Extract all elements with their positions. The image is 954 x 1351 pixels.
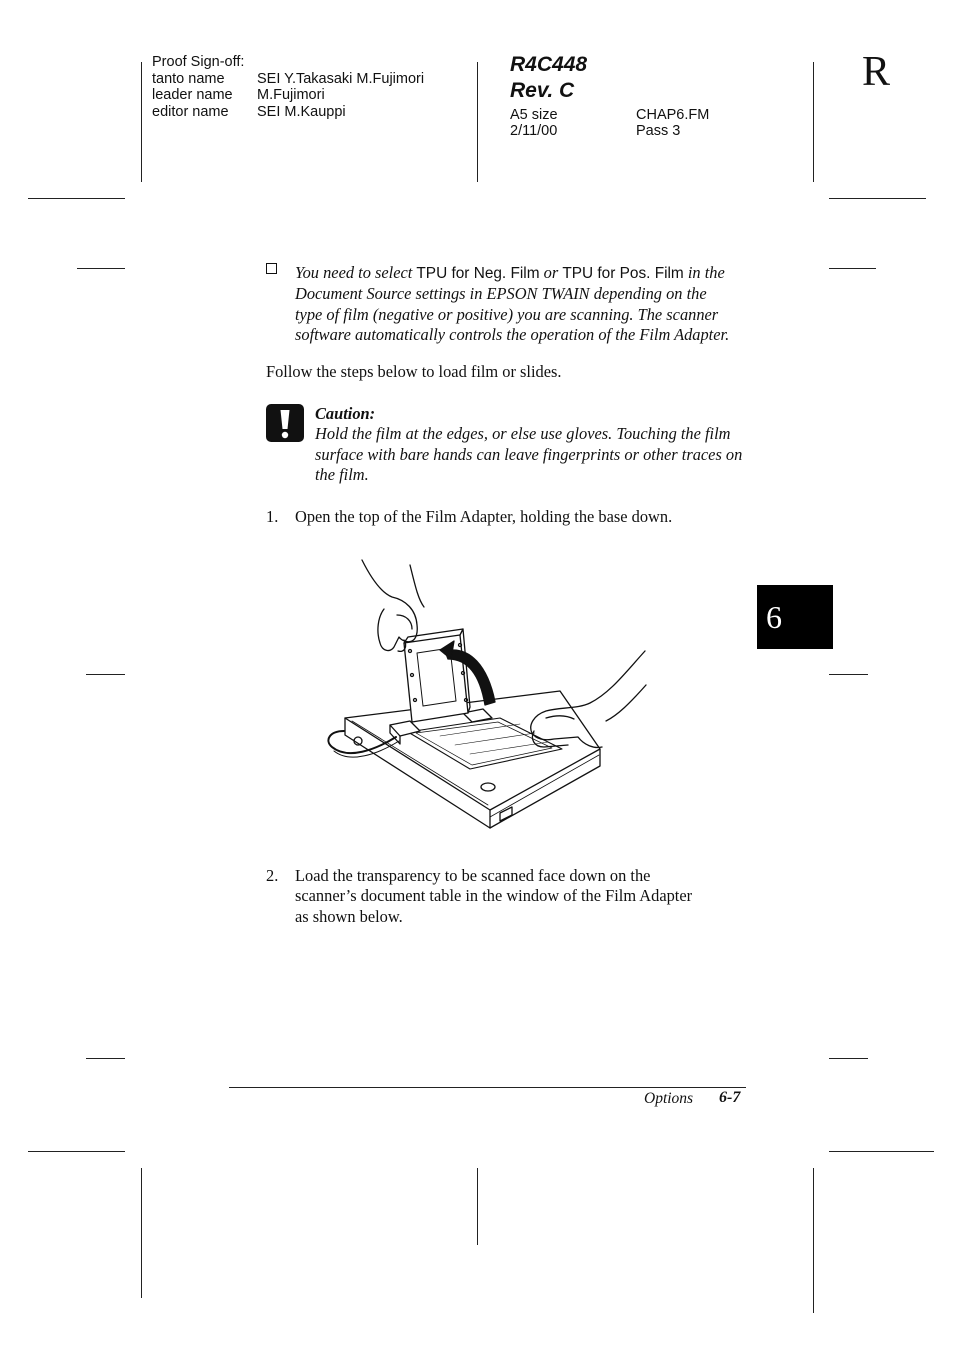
page-number: 6-7 [719,1089,741,1106]
leader-name-label: leader name [152,87,233,103]
step-number: 1. [266,507,279,526]
caution-block [315,404,755,486]
intro-text: Follow the steps below to load film or slides. [266,362,562,381]
crop-mark [829,198,926,199]
option-tpu-neg-film: TPU for Neg. Film [416,265,540,282]
crop-mark [77,268,125,269]
tanto-name-value: SEI Y.Takasaki M.Fujimori [257,71,425,87]
chapter-tab [757,585,833,649]
note-line: type of film (negative or positive) you are scanning. The scanner [295,304,719,324]
step-text-line: Load the transparency to be scanned face down on the [295,866,651,885]
crop-mark [477,1168,478,1245]
film-adapter-illustration [320,555,655,835]
tanto-name-label: tanto name [152,71,225,87]
crop-mark [829,1151,934,1152]
leader-name-value: M.Fujimori [257,87,325,103]
crop-mark [28,198,125,199]
note-line: Document Source settings in EPSON TWAIN depending on the [295,284,707,304]
crop-mark [477,62,478,182]
crop-mark [141,62,142,182]
note-text [295,263,755,346]
file-name: CHAP6.FM [636,107,710,123]
note-line: software automatically controls the operation of the Film Adapter. [295,325,730,345]
step-number: 2. [266,866,279,885]
note-text-part: You need to select [295,263,417,282]
caution-line: Hold the film at the edges, or else use gloves. Touching the film [315,424,731,444]
note-line [295,263,755,284]
page-size: A5 size [510,107,558,123]
editor-name-label: editor name [152,104,229,120]
crop-mark [141,1168,142,1298]
caution-title: Caution: [315,404,376,423]
note-text-part: in the [683,263,725,282]
recto-mark: R [862,49,891,95]
crop-mark [28,1151,125,1152]
crop-mark [813,1168,814,1313]
editor-name-value: SEI M.Kauppi [257,104,346,120]
proof-signoff-label: Proof Sign-off: [152,54,245,70]
option-tpu-pos-film: TPU for Pos. Film [562,265,684,282]
proof-date: 2/11/00 [510,123,558,139]
chapter-number: 6 [766,599,782,635]
note-text-part: or [539,263,563,282]
step-text-line: as shown below. [295,906,403,926]
caution-line: surface with bare hands can leave fingerprints or other traces on [315,444,743,464]
caution-exclamation-icon [266,404,304,442]
caution-line: the film. [315,465,369,485]
crop-mark [86,1058,125,1059]
step-text [295,866,755,927]
crop-mark [829,1058,868,1059]
model-revision [510,52,587,104]
step-text: Open the top of the Film Adapter, holding the base down. [295,507,673,526]
crop-mark [86,674,125,675]
note-bullet-icon [266,263,277,279]
pass-number: Pass 3 [636,123,681,139]
revision-code: Rev. C [510,79,575,102]
model-code: R4C448 [510,53,588,76]
crop-mark [829,674,868,675]
crop-mark [813,62,814,182]
footer-section: Options [644,1090,694,1107]
crop-mark [829,268,876,269]
footer-rule [229,1087,746,1088]
step-text-line: scanner’s document table in the window of the Film Adapter [295,886,693,906]
